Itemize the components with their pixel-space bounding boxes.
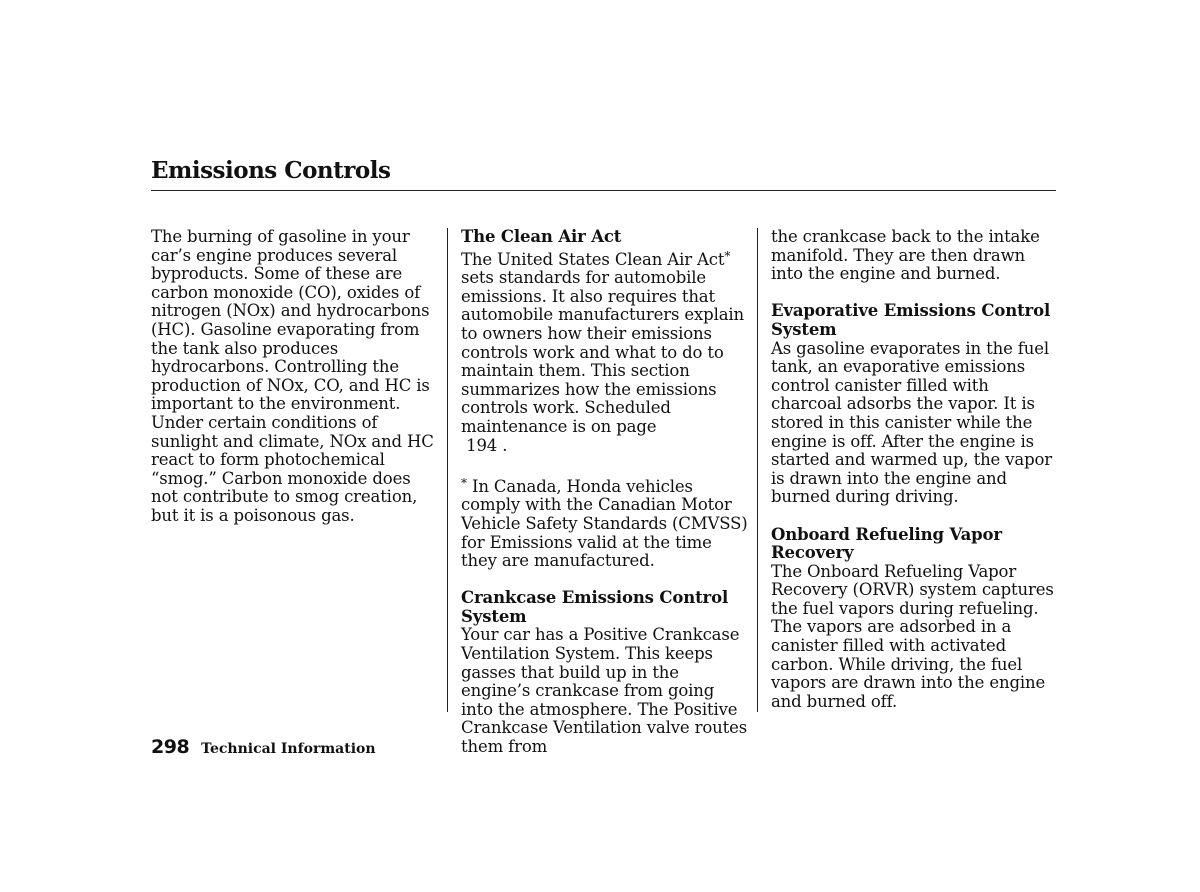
- page-reference-link[interactable]: 194 .: [466, 435, 508, 455]
- column-2: [461, 228, 751, 757]
- orvr-paragraph: The Onboard Refueling Vapor Recovery (ORVR) system captures the fuel vapors during refueling. The vapors are adsorbed in a canister filled with activated carbon. While driving, the fuel vapors are drawn into the engine and burned off.: [771, 561, 1054, 711]
- orvr-heading: Onboard Refueling Vapor Recovery: [771, 524, 1002, 563]
- column-divider-2: [757, 228, 758, 712]
- footnote-paragraph: [461, 474, 751, 571]
- page-number: 298: [151, 736, 190, 758]
- footnote-marker: *: [724, 248, 731, 263]
- footnote-text: In Canada, Honda vehicles comply with the Canadian Motor Vehicle Safety Standards (CMVSS) for Emissions valid at the time they are manufactured.: [461, 476, 748, 571]
- clean-air-act-heading: The Clean Air Act: [461, 227, 622, 246]
- crankcase-paragraph: Your car has a Positive Crankcase Ventilation System. This keeps gasses that build up in the engine’s crankcase from going into the atmosphere. The Positive Crankcase Ventilation valve routes them from: [461, 625, 748, 757]
- intro-paragraph: The burning of gasoline in your car’s engine produces several byproducts. Some of these are carbon monoxide (CO), oxides of nitrogen (NOx) and hydrocarbons (HC). Gasoline evaporating from the tank also produces hydrocarbons. Controlling the production of NOx, CO, and HC is important to the environment. Under certain conditions of sunlight and climate, NOx and HC react to form photochemical “smog.” Carbon monoxide does not contribute to smog creation, but it is a poisonous gas.: [151, 227, 434, 525]
- evaporative-paragraph: As gasoline evaporates in the fuel tank, an evaporative emissions control canister filled with charcoal adsorbs the vapor. It is stored in this canister while the engine is off. After the engine is started and warmed up, the vapor is drawn into the engine and burned during driving.: [771, 338, 1053, 507]
- clean-air-act-lead: The United States Clean Air Act: [461, 249, 725, 269]
- title-rule: [151, 190, 1056, 191]
- page-title: Emissions Controls: [151, 157, 391, 184]
- column-3: [771, 228, 1061, 711]
- footnote-asterisk: *: [461, 475, 467, 490]
- clean-air-act-body: sets standards for automobile emissions. It also requires that automobile manufacturers explain to owners how their emissions controls work and what to do to maintain them. This section summarizes how the emissions controls work. Scheduled maintenance is on page: [461, 268, 745, 436]
- clean-air-act-paragraph: [461, 247, 751, 456]
- section-label: Technical Information: [201, 741, 376, 757]
- page-footer: [151, 736, 376, 764]
- crankcase-heading: Crankcase Emissions Control System: [461, 588, 729, 626]
- evaporative-heading: Evaporative Emissions Control System: [771, 301, 1051, 339]
- column-divider-1: [447, 228, 448, 712]
- crankcase-continued-paragraph: the crankcase back to the intake manifold. They are then drawn into the engine and burned.: [771, 227, 1040, 284]
- column-1: [151, 228, 441, 526]
